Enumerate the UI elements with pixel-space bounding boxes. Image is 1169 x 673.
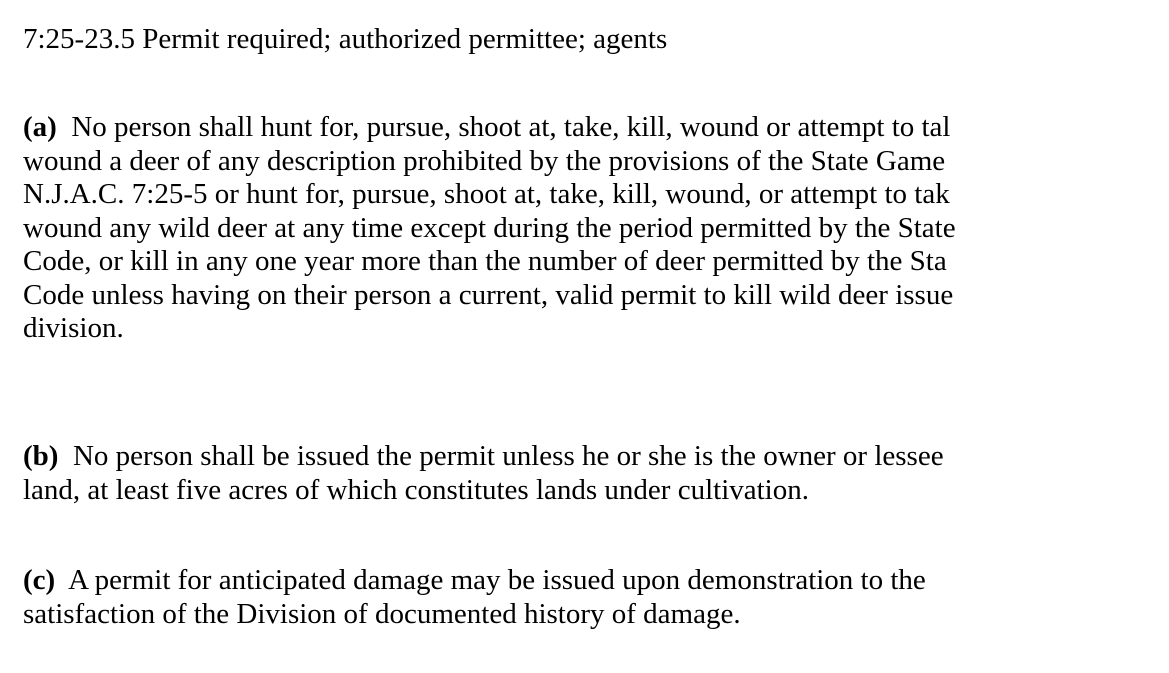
paragraph-line: wound a deer of any description prohibited by the provisions of the State Game bbox=[23, 144, 946, 177]
paragraph-marker: (b) bbox=[23, 440, 59, 472]
paragraph-line-text: A permit for anticipated damage may be issued upon demonstration to the bbox=[68, 564, 926, 596]
paragraph-line: Code, or kill in any one year more than the number of deer permitted by the Sta bbox=[23, 245, 947, 277]
paragraph-line-text: No person shall be issued the permit unless he or she is the owner or lessee bbox=[72, 440, 944, 472]
paragraph-marker: (a) bbox=[23, 111, 57, 143]
paragraph-line: wound any wild deer at any time except during the period permitted by the State bbox=[23, 211, 956, 244]
paragraph-line: satisfaction of the Division of documented history of damage. bbox=[23, 597, 741, 630]
paragraph-c bbox=[23, 564, 926, 631]
paragraph-line: N.J.A.C. 7:25-5 or hunt for, pursue, shoot at, take, kill, wound, or attempt to tak bbox=[23, 178, 950, 210]
paragraph-marker: (c) bbox=[23, 564, 56, 596]
paragraph-line bbox=[23, 564, 926, 598]
paragraph-line bbox=[23, 440, 944, 474]
paragraph-line bbox=[23, 111, 956, 145]
paragraph-a bbox=[23, 111, 956, 346]
paragraph-line: division. bbox=[23, 312, 124, 344]
paragraph-line: Code unless having on their person a current, valid permit to kill wild deer issue bbox=[23, 278, 954, 311]
paragraph-line-text: No person shall hunt for, pursue, shoot at, take, kill, wound or attempt to tal bbox=[71, 111, 951, 143]
paragraph-line: land, at least five acres of which constitutes lands under cultivation. bbox=[23, 473, 809, 506]
section-title: 7:25-23.5 Permit required; authorized permittee; agents bbox=[23, 23, 668, 55]
paragraph-b bbox=[23, 440, 944, 507]
